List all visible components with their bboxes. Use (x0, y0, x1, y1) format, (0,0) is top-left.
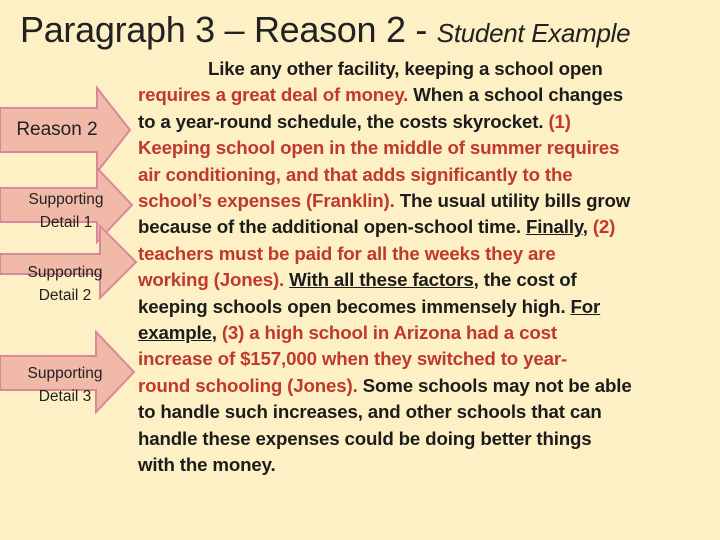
text-run: Like any other facility, keeping a school open (208, 58, 603, 79)
reason-sentence: requires a great deal of money. (138, 84, 409, 106)
text-run: with the money. (138, 454, 276, 476)
detail1-line2: Detail 1 (39, 214, 93, 231)
text-run: Some schools may not be able (357, 374, 632, 396)
detail-marker-2: (2) (592, 216, 616, 238)
reason-label (2, 118, 112, 142)
paragraph-line (138, 241, 716, 267)
transition-phrase: With all these factors (289, 269, 474, 291)
reason-label-text: Reason 2 (16, 119, 98, 140)
text-run: , (211, 322, 222, 344)
detail-3-text: (3) a high school in Arizona had a cost (221, 322, 557, 344)
paragraph-line (138, 188, 716, 214)
paragraph-line (138, 82, 716, 108)
detail-2-text: teachers must be paid for all the weeks they are (138, 242, 556, 264)
transition-phrase: example (138, 322, 212, 344)
text-run: , (582, 216, 593, 238)
detail2-line2: Detail 2 (38, 287, 92, 304)
detail-2-text: working (Jones). (138, 269, 290, 291)
paragraph-line (138, 162, 716, 188)
title-main: Paragraph 3 – Reason 2 - (20, 9, 428, 50)
detail3-line1: Supporting (27, 365, 103, 382)
paragraph-line (138, 426, 716, 452)
text-run: handle these expenses could be doing better things (138, 427, 592, 449)
detail1-label (4, 188, 128, 234)
text-run: When a school changes (408, 84, 623, 106)
paragraph-line (138, 373, 716, 399)
text-run: The usual utility bills grow (394, 190, 631, 212)
detail-3-text: increase of $157,000 when they switched to year- (138, 348, 568, 370)
detail3-label (2, 362, 128, 408)
paragraph-line (138, 135, 716, 161)
paragraph-line (138, 320, 716, 346)
text-run: because of the additional open-school time. (138, 216, 526, 238)
paragraph-line (138, 214, 716, 240)
detail-1-text: air conditioning, and that adds significantly to the (138, 163, 573, 185)
detail3-line2: Detail 3 (38, 388, 92, 405)
transition-phrase: For (570, 295, 601, 317)
student-paragraph (138, 56, 716, 479)
detail-marker-1: (1) (543, 110, 571, 132)
title-subtitle: Student Example (436, 18, 631, 48)
paragraph-line (138, 294, 716, 320)
text-run: keeping schools open becomes immensely high. (138, 295, 571, 317)
detail2-line1: Supporting (27, 264, 103, 281)
transition-word: Finally (525, 216, 583, 238)
paragraph-line (138, 109, 716, 135)
detail-1-text: Keeping school open in the middle of summer requires (138, 137, 620, 159)
text-run: to handle such increases, and other schools that can (138, 401, 602, 423)
detail-1-text: school’s expenses (Franklin). (138, 190, 395, 212)
detail1-line1: Supporting (28, 191, 104, 208)
paragraph-line (138, 56, 716, 82)
paragraph-line (138, 346, 716, 372)
text-run: , the cost of (473, 269, 577, 291)
detail-3-text: round schooling (Jones). (138, 374, 358, 396)
paragraph-line (138, 452, 716, 478)
text-run: to a year-round schedule, the costs skyrocket. (138, 110, 544, 132)
paragraph-line (138, 267, 716, 293)
paragraph-line (138, 399, 716, 425)
detail2-label (2, 261, 128, 307)
